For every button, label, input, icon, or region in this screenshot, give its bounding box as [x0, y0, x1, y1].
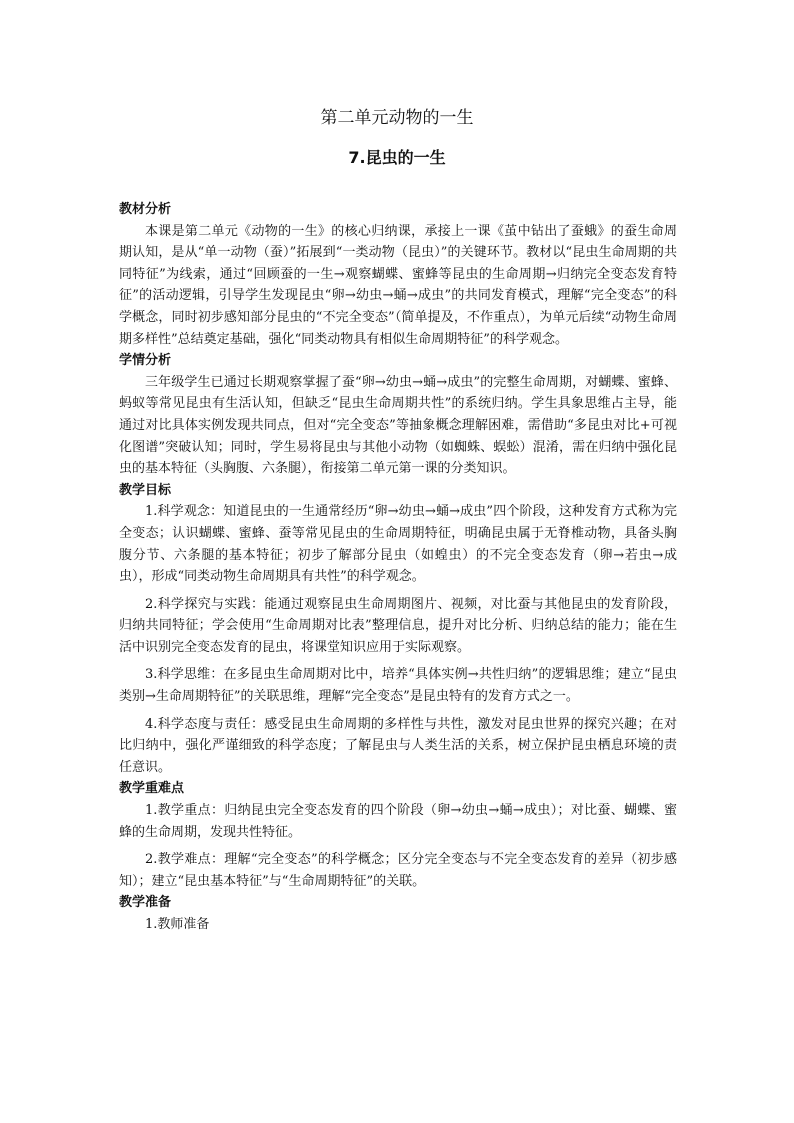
goal-paragraph-3: 3.科学思维：在多昆虫生命周期对比中，培养“具体实例→共性归纳”的逻辑思维；建立“昆虫类别→生命周期特征”的关联思维，理解“完全变态”是昆虫特有的发育方式之一。 — [119, 667, 677, 705]
section-heading-key-points: 教学重难点 — [119, 781, 185, 797]
key-point-paragraph-1: 1.教学重点：归纳昆虫完全变态发育的四个阶段（卵→幼虫→蛹→成虫）；对比蚕、蝴蝶、蜜蜂的生命周期，发现共性特征。 — [119, 803, 677, 840]
unit-title: 第二单元动物的一生 — [320, 108, 474, 128]
materials-paragraph: 本课是第二单元《动物的一生》的核心归纳课，承接上一课《茧中钻出了蚕蛾》的蚕生命周期认知，是从“单一动物（蚕）”拓展到“一类动物（昆虫）”的关键环节。教材以“昆虫生命周期的共同特征”为线索，通过“回顾蚕的一生→观察蝴蝶、蜜蜂等昆虫的生命周期→归纳完全变态发育特征”的活动逻辑，引导学生发现昆虫“卵→幼虫→蛹→成虫”的共同发育模式，理解“完全变态”的科学概念，同时初步感知部分昆虫的“不完全变态”（简单提及，不作重点），为单元后续“动物生命周期多样性”总结奠定基础，强化“同类动物具有相似生命周期特征”的科学观念。 — [119, 223, 677, 347]
section-heading-goals: 教学目标 — [119, 482, 172, 498]
goal-paragraph-2: 2.科学探究与实践：能通过观察昆虫生命周期图片、视频，对比蚕与其他昆虫的发育阶段，归纳共同特征；学会使用“生命周期对比表”整理信息，提升对比分析、归纳总结的能力；能在生活中识别完全变态发育的昆虫，将课堂知识应用于实际观察。 — [119, 596, 677, 655]
lesson-title: 7.昆虫的一生 — [348, 148, 446, 167]
goal-paragraph-1: 1.科学观念：知道昆虫的一生通常经历“卵→幼虫→蛹→成虫”四个阶段，这种发育方式称为完全变态；认识蝴蝶、蜜蜂、蚕等常见昆虫的生命周期特征，明确昆虫属于无脊椎动物，具备头胸腹分节、六条腿的基本特征；初步了解部分昆虫（如蝗虫）的不完全变态发育（卵→若虫→成虫），形成“同类动物生命周期具有共性”的科学观念。 — [119, 504, 677, 585]
section-heading-students: 学情分析 — [119, 353, 172, 369]
section-heading-preparation: 教学准备 — [119, 895, 172, 911]
preparation-paragraph-1: 1.教师准备 — [145, 917, 210, 932]
students-paragraph: 三年级学生已通过长期观察掌握了蚕“卵→幼虫→蛹→成虫”的完整生命周期，对蝴蝶、蜜蜂、蚂蚁等常见昆虫有生活认知，但缺乏“昆虫生命周期共性”的系统归纳。学生具象思维占主导，能通过对比具体实例发现共同点，但对“完全变态”等抽象概念理解困难，需借助“多昆虫对比+可视化图谱”突破认知；同时，学生易将昆虫与其他小动物（如蜘蛛、蜈蚣）混淆，需在归纳中强化昆虫的基本特征（头胸腹、六条腿），衔接第二单元第一课的分类知识。 — [119, 374, 677, 477]
key-point-paragraph-2: 2.教学难点：理解“完全变态”的科学概念；区分完全变态与不完全变态发育的差异（初步感知）；建立“昆虫基本特征”与“生命周期特征”的关联。 — [119, 852, 677, 889]
section-heading-materials: 教材分析 — [119, 202, 172, 217]
document-body — [119, 199, 677, 936]
goal-paragraph-4: 4.科学态度与责任：感受昆虫生命周期的多样性与共性，激发对昆虫世界的探究兴趣；在对比归纳中，强化严谨细致的科学态度；了解昆虫与人类生活的关系，树立保护昆虫栖息环境的责任意识。 — [119, 716, 677, 775]
